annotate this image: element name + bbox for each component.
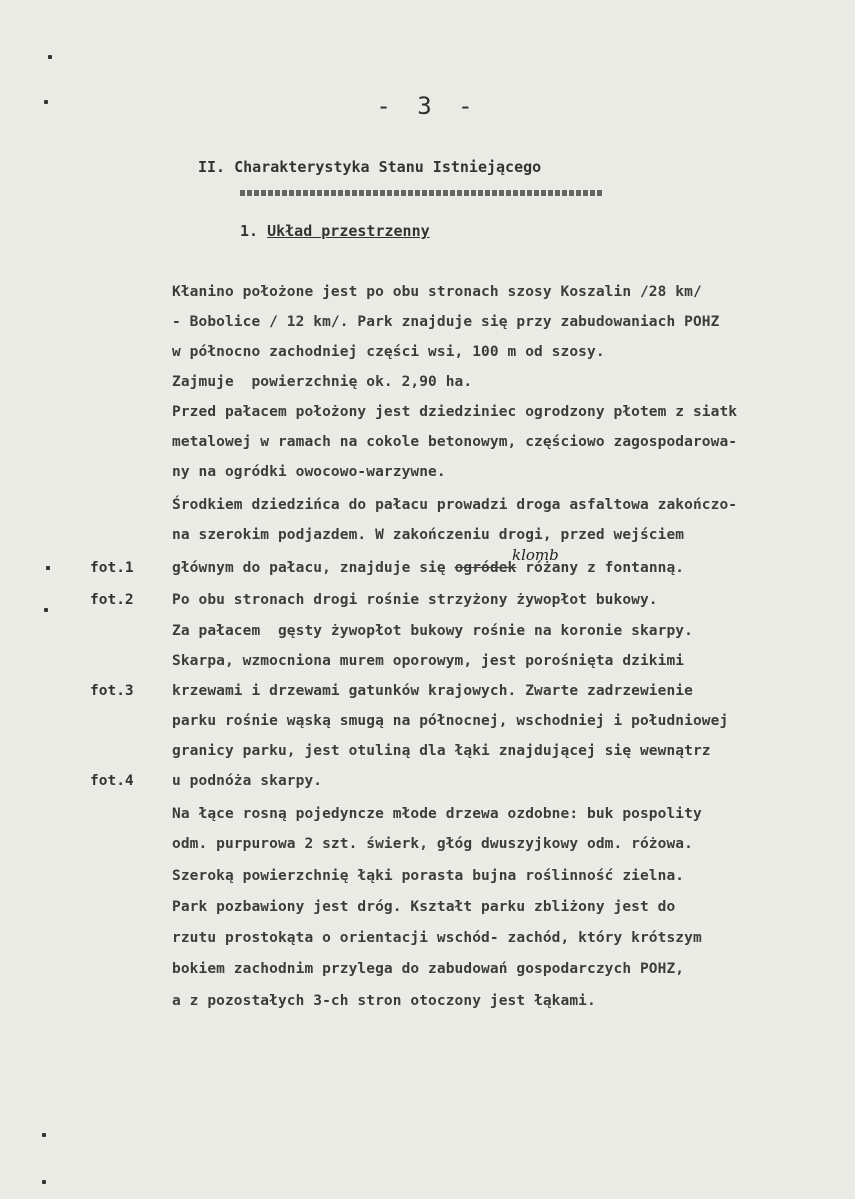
- body-line-13: Skarpa, wzmocniona murem oporowym, jest porośnięta dzikimi: [172, 653, 685, 669]
- body-line-7: ny na ogródki owocowo-warzywne.: [172, 464, 446, 480]
- body-line-6: metalowej w ramach na cokole betonowym, częściowo zagospodarowa-: [172, 434, 738, 450]
- body-line-23: bokiem zachodnim przylega do zabudowań gospodarczych POHZ,: [172, 961, 685, 977]
- subsection-heading: [240, 222, 430, 240]
- body-line-4: Zajmuje powierzchnię ok. 2,90 ha.: [172, 374, 473, 390]
- margin-mark: [46, 566, 50, 570]
- margin-mark: [42, 1133, 46, 1137]
- margin-mark: [48, 55, 52, 59]
- body-line-20: Szeroką powierzchnię łąki porasta bujna roślinność zielna.: [172, 868, 685, 884]
- section-title: II. Charakterystyka Stanu Istniejącego: [198, 158, 542, 176]
- margin-mark: [42, 1180, 46, 1184]
- photo-ref-4: fot.4: [90, 773, 134, 789]
- body-line-10: [172, 560, 684, 576]
- body-line-24: a z pozostałych 3-ch stron otoczony jest łąkami.: [172, 993, 596, 1009]
- line-10-before: głównym do pałacu, znajduje się: [172, 560, 455, 576]
- body-line-15: parku rośnie wąską smugą na północnej, wschodniej i południowej: [172, 713, 729, 729]
- body-line-16: granicy parku, jest otuliną dla łąki znajdującej się wewnątrz: [172, 743, 711, 759]
- body-line-8: Środkiem dziedzińca do pałacu prowadzi droga asfaltowa zakończo-: [172, 497, 738, 513]
- margin-mark: [44, 608, 48, 612]
- photo-ref-2: fot.2: [90, 592, 134, 608]
- body-line-18: Na łące rosną pojedyncze młode drzewa ozdobne: buk pospolity: [172, 806, 702, 822]
- body-line-21: Park pozbawiony jest dróg. Kształt parku zbliżony jest do: [172, 899, 676, 915]
- body-line-14: krzewami i drzewami gatunków krajowych. Zwarte zadrzewienie: [172, 683, 693, 699]
- handwritten-annotation: klomb: [512, 546, 559, 564]
- struck-word: ogródek: [454, 560, 517, 576]
- subsection-title: Układ przestrzenny: [267, 222, 430, 240]
- body-line-22: rzutu prostokąta o orientacji wschód- zachód, który krótszym: [172, 930, 702, 946]
- body-line-1: Kłanino położone jest po obu stronach szosy Koszalin /28 km/: [172, 284, 702, 300]
- body-line-11: Po obu stronach drogi rośnie strzyżony żywopłot bukowy.: [172, 592, 658, 608]
- subsection-number: 1.: [240, 222, 259, 240]
- page-number: - 3 -: [376, 92, 479, 120]
- body-line-3: w północno zachodniej części wsi, 100 m od szosy.: [172, 344, 605, 360]
- photo-ref-3: fot.3: [90, 683, 134, 699]
- body-line-9: na szerokim podjazdem. W zakończeniu drogi, przed wejściem: [172, 527, 685, 543]
- body-line-2: - Bobolice / 12 km/. Park znajduje się przy zabudowaniach POHZ: [172, 314, 720, 330]
- body-line-17: u podnóża skarpy.: [172, 773, 323, 789]
- body-line-5: Przed pałacem położony jest dziedziniec ogrodzony płotem z siatk: [172, 404, 738, 420]
- line-10-after: różany z fontanną.: [516, 560, 685, 576]
- photo-ref-1: fot.1: [90, 560, 134, 576]
- body-line-12: Za pałacem gęsty żywopłot bukowy rośnie na koronie skarpy.: [172, 623, 693, 639]
- body-line-19: odm. purpurowa 2 szt. świerk, głóg dwuszyjkowy odm. różowa.: [172, 836, 693, 852]
- title-underline: [240, 190, 602, 196]
